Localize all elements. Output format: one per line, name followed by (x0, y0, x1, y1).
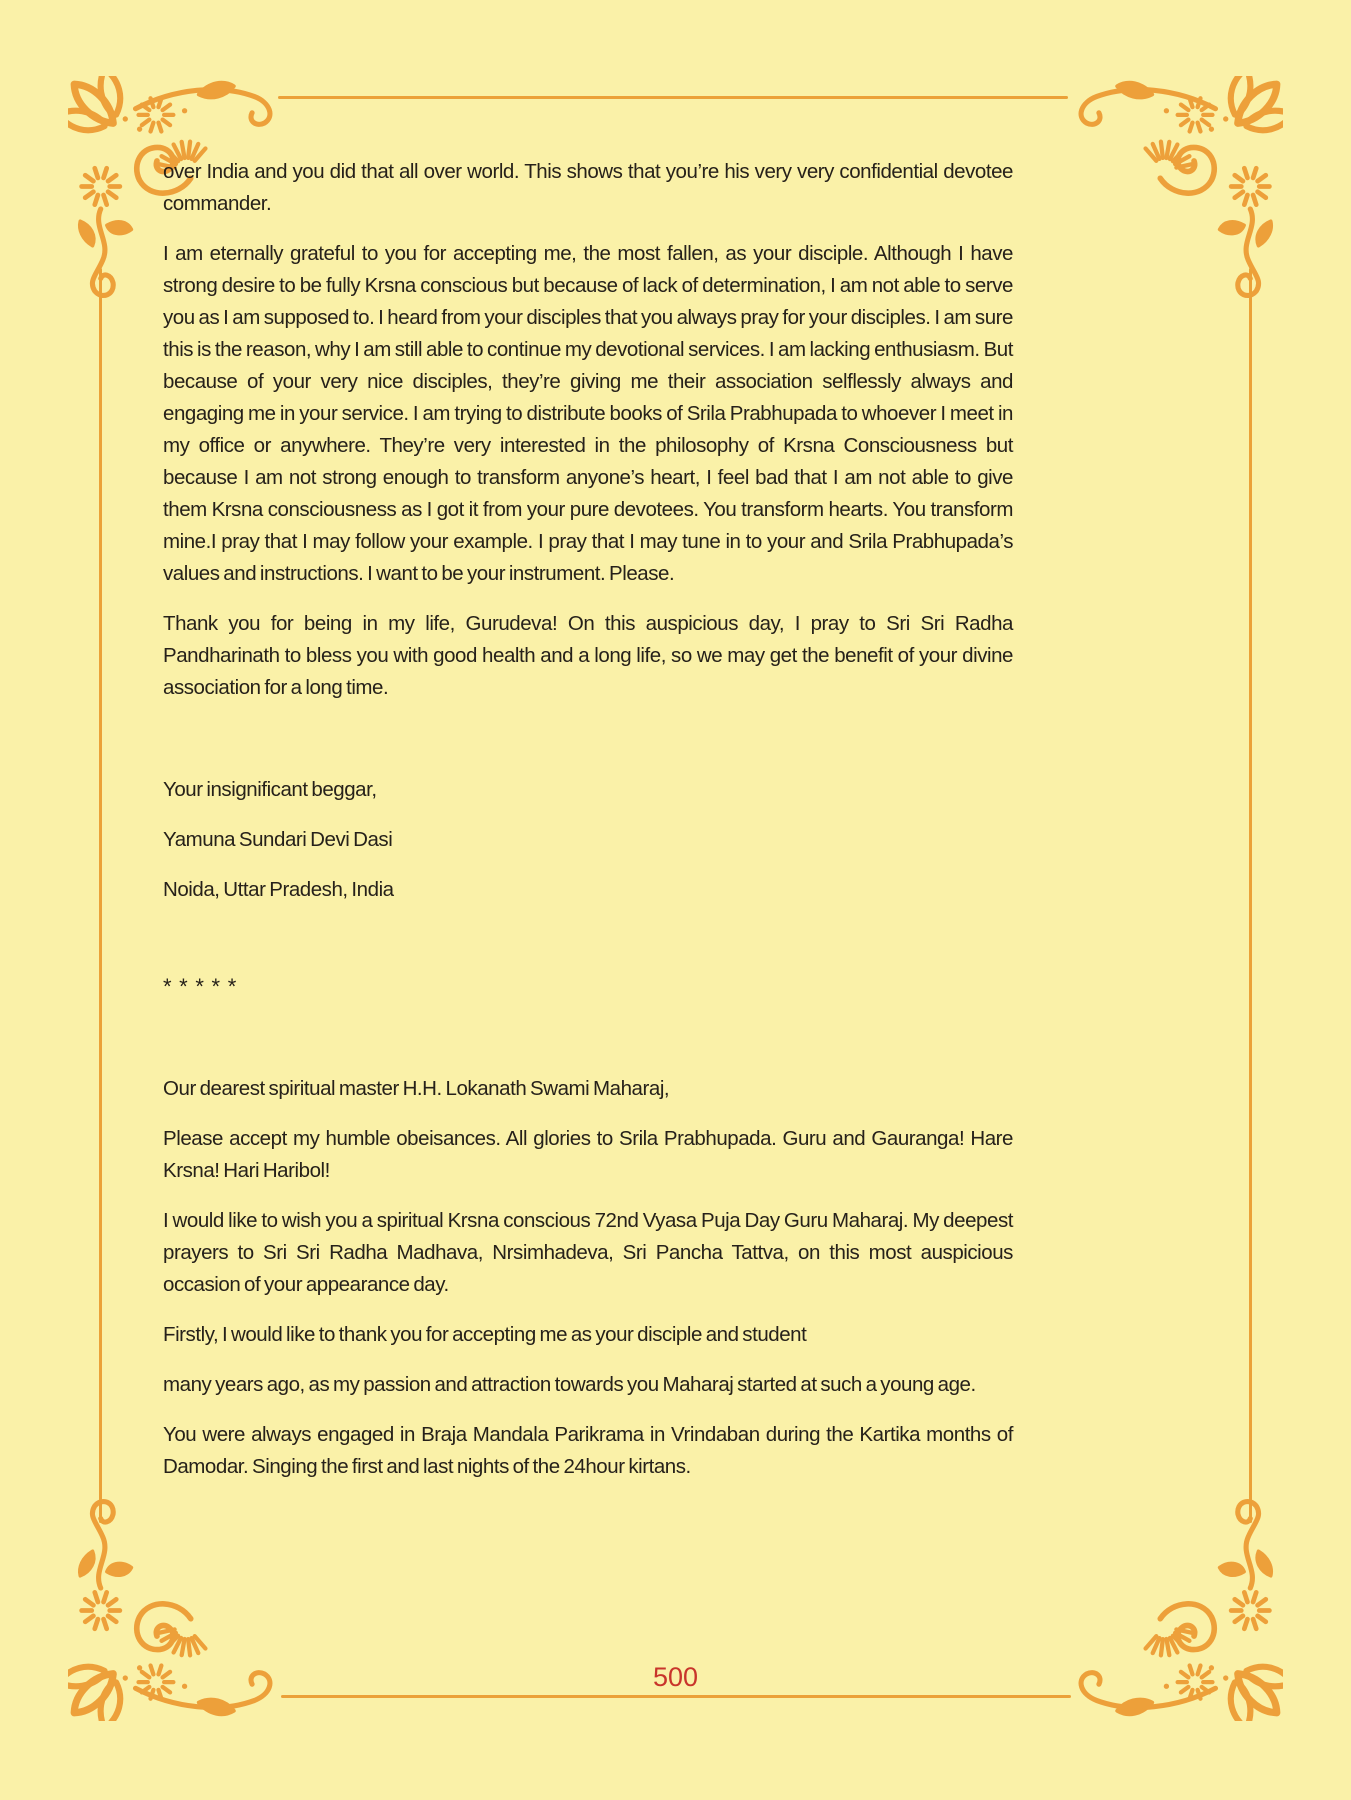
border-line-left (99, 268, 102, 1523)
letter-paragraph: Firstly, I would like to thank you for accepting me as your disciple and student (163, 1323, 807, 1346)
letter-paragraph: over India and you did that all over world. This shows that you’re his very very confidential devotee commander. (163, 160, 1013, 215)
letter-paragraph: Please accept my humble obeisances. All glories to Srila Prabhupada. Guru and Gauranga! Hare Krsna! Hari Haribol! (163, 1127, 1013, 1182)
border-line-top (278, 96, 1068, 99)
letter-paragraph: I would like to wish you a spiritual Krsna conscious 72nd Vyasa Puja Day Guru Maharaj. My deepest prayers to Sri Sri Radha Madhava, Nrsimhadeva, Sri Pancha Tattva, on this most auspicious occasion of your appearance day. (163, 1209, 1013, 1296)
letter-paragraph: Thank you for being in my life, Gurudeva! On this auspicious day, I pray to Sri Sri Radha Pandharinath to bless you with good health and a long life, so we may get the benefit of your divine association for a long time. (163, 612, 1013, 699)
page-content (163, 156, 1013, 1483)
letter-paragraph: You were always engaged in Braja Mandala Parikrama in Vrindaban during the Kartika months of Damodar. Singing the first and last nights of the 24hour kirtans. (163, 1423, 1013, 1478)
letter-signature: Yamuna Sundari Devi Dasi (163, 828, 393, 851)
letter-salutation: Our dearest spiritual master H.H. Lokanath Swami Maharaj, (163, 1077, 670, 1100)
letter-location: Noida, Uttar Pradesh, India (163, 878, 394, 901)
border-line-bottom (281, 1695, 1071, 1698)
section-separator: * * * * * (163, 974, 238, 999)
letter-closing: Your insignificant beggar, (163, 778, 377, 801)
letter-paragraph: I am eternally grateful to you for accepting me, the most fallen, as your disciple. Although I have strong desire to be fully Krsna conscious but because of lack of determination, I am not able to serve you as I am supposed to. I heard from your disciples that you always pray for your disciples. I am sure this is the reason, why I am still able to continue my devotional services. I am lacking enthusiasm. But because of your very nice disciples, they’re giving me their association selflessly always and engaging me in your service. I am trying to distribute books of Srila Prabhupada to whoever I meet in my office or anywhere. They’re very interested in the philosophy of Krsna Consciousness but because I am not strong enough to transform anyone’s heart, I feel bad that I am not able to give them Krsna consciousness as I got it from your pure devotees. You transform hearts. You transform mine.I pray that I may follow your example. I pray that I may tune in to your and Srila Prabhupada’s values and instructions. I want to be your instrument. Please. (163, 242, 1013, 585)
page-number: 500 (652, 1662, 699, 1692)
letter-paragraph: many years ago, as my passion and attraction towards you Maharaj started at such a young age. (163, 1373, 976, 1396)
border-line-right (1249, 268, 1252, 1523)
